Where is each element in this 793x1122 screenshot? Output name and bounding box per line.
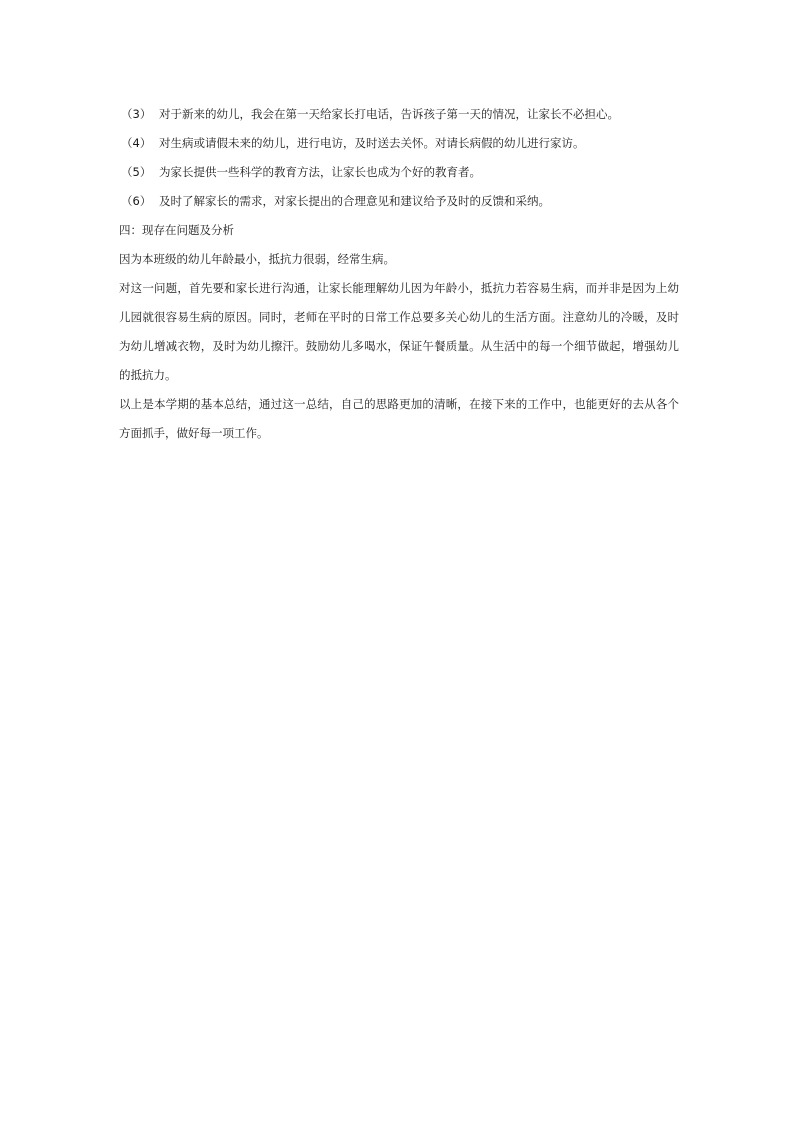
conclusion-paragraph: 以上是本学期的基本总结，通过这一总结，自己的思路更加的清晰，在接下来的工作中，也能更好的去从各个方面抓手，做好每一项工作。 (119, 397, 679, 440)
list-item (119, 158, 679, 187)
list-item-number: （4） (121, 136, 152, 150)
section-heading: 四：现存在问题及分析 (119, 223, 234, 237)
list-item-number: （5） (121, 165, 152, 179)
list-item (119, 100, 679, 129)
list-item-text: 为家长提供一些科学的教育方法，让家长也成为个好的教育者。 (159, 165, 481, 179)
list-item-text: 及时了解家长的需求，对家长提出的合理意见和建议给予及时的反馈和采纳。 (159, 194, 550, 208)
list-item (119, 129, 679, 158)
list-item-number: （3） (121, 107, 152, 121)
list-item-number: （6） (121, 194, 152, 208)
document-body (119, 100, 679, 448)
problem-statement: 因为本班级的幼儿年龄最小，抵抗力很弱，经常生病。 (119, 252, 395, 266)
list-item-text: 对于新来的幼儿，我会在第一天给家长打电话，告诉孩子第一天的情况，让家长不必担心。 (159, 107, 619, 121)
list-item (119, 187, 679, 216)
analysis-paragraph: 对这一问题，首先要和家长进行沟通，让家长能理解幼儿因为年龄小，抵抗力若容易生病，而并非是因为上幼儿园就很容易生病的原因。同时，老师在平时的日常工作总要多关心幼儿的生活方面。注意幼儿的冷暖，及时为幼儿增减衣物，及时为幼儿擦汗。鼓励幼儿多喝水，保证午餐质量。从生活中的每一个细节做起，增强幼儿的抵抗力。 (119, 281, 679, 382)
list-item-text: 对生病或请假未来的幼儿，进行电访，及时送去关怀。对请长病假的幼儿进行家访。 (159, 136, 585, 150)
